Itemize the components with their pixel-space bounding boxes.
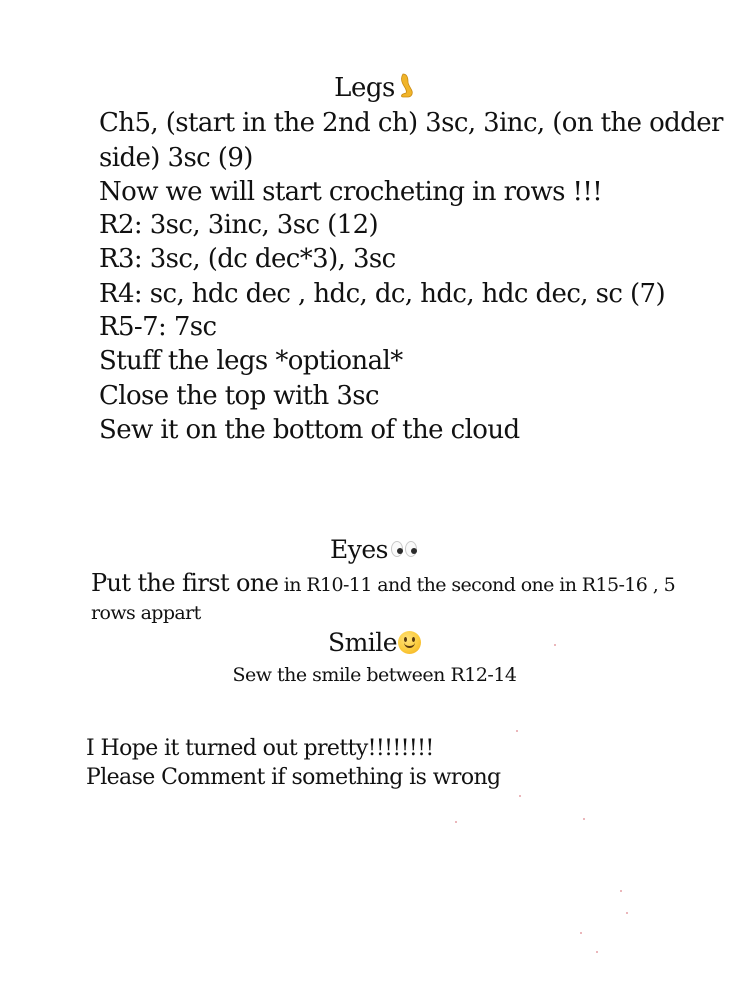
legs-line-2: side) 3sc (9) xyxy=(99,143,253,173)
legs-heading xyxy=(0,73,749,103)
decorative-speck xyxy=(554,644,556,646)
eyes-instruction xyxy=(91,568,675,601)
legs-line-6: R4: sc, hdc dec , hdc, dc, hdc, hdc dec, sc (7) xyxy=(99,279,666,309)
smiling-face-emoji-icon xyxy=(398,631,421,654)
decorative-speck xyxy=(626,912,628,914)
eyes-text-large: Put the first one xyxy=(91,569,279,597)
decorative-speck xyxy=(620,890,622,892)
legs-line-5: R3: 3sc, (dc dec*3), 3sc xyxy=(99,244,396,274)
eyes-emoji-icon xyxy=(389,539,419,559)
legs-line-9: Close the top with 3sc xyxy=(99,381,379,411)
eyes-instruction-line2: rows appart xyxy=(91,602,201,624)
legs-line-3: Now we will start crocheting in rows !!! xyxy=(99,177,603,207)
decorative-speck xyxy=(455,821,457,823)
smile-title: Smile xyxy=(327,628,398,657)
legs-line-10: Sew it on the bottom of the cloud xyxy=(99,415,520,445)
decorative-speck xyxy=(583,818,585,820)
closing-line-1: I Hope it turned out pretty!!!!!!!! xyxy=(86,736,434,761)
decorative-speck xyxy=(516,730,518,732)
smile-instruction: Sew the smile between R12-14 xyxy=(232,664,517,686)
eyes-title: Eyes xyxy=(330,535,388,564)
decorative-speck xyxy=(580,932,582,934)
decorative-speck xyxy=(519,795,521,797)
eyes-text-small: in R10-11 and the second one in R15-16 , 5 xyxy=(278,574,676,596)
leg-emoji-icon xyxy=(399,73,415,99)
eyes-heading xyxy=(0,535,749,565)
legs-line-7: R5-7: 7sc xyxy=(99,312,217,342)
legs-title: Legs xyxy=(334,73,395,103)
decorative-speck xyxy=(596,951,598,953)
legs-line-8: Stuff the legs *optional* xyxy=(99,346,403,376)
smile-heading xyxy=(0,628,749,658)
closing-line-2: Please Comment if something is wrong xyxy=(86,765,501,790)
legs-line-1: Ch5, (start in the 2nd ch) 3sc, 3inc, (on the odder xyxy=(99,108,723,138)
legs-line-4: R2: 3sc, 3inc, 3sc (12) xyxy=(99,210,379,240)
